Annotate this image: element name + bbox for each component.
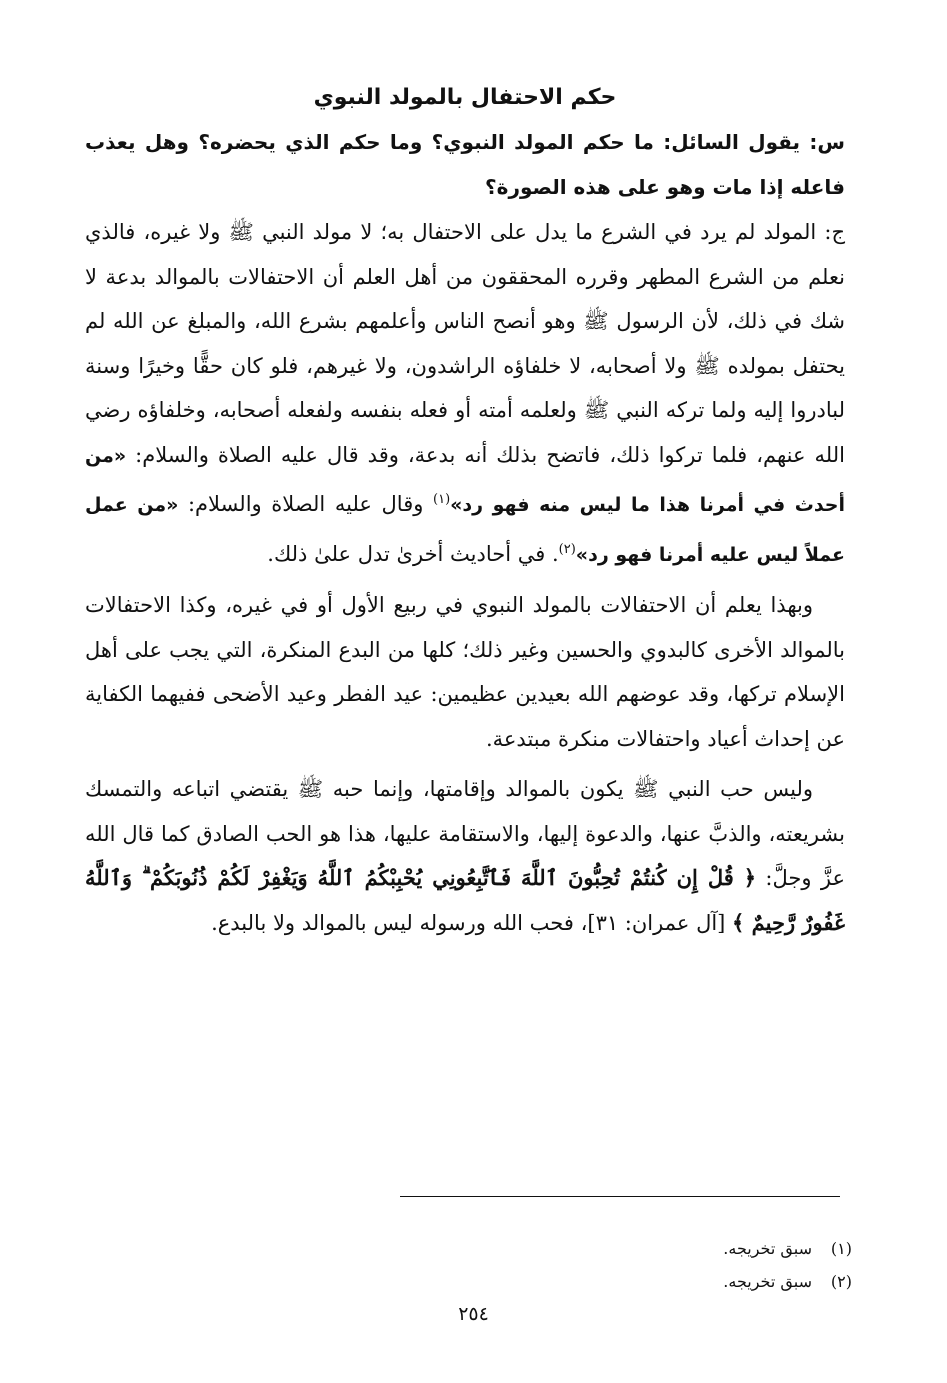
footnote-2 — [352, 1265, 852, 1298]
footnote-ref-2: (٢) — [558, 541, 576, 557]
footnote-ref-1: (١) — [433, 492, 451, 507]
footnote-1 — [352, 1232, 852, 1265]
answer-text-3: . في أحاديث أخرىٰ تدل علىٰ ذلك. — [267, 541, 559, 566]
footnote-divider — [400, 1196, 840, 1197]
quran-verse: ﴿ قُلْ إِن كُنتُمْ تُحِبُّونَ ٱللَّهَ فَٱتَّبِعُونِي يُحْبِبْكُمُ ٱللَّهُ وَيَغْفِرْ لَكُمْ ذُنُوبَكُمْ ۗ وَٱللَّهُ غَفُورٌ رَّحِيمٌ ﴾ — [85, 865, 845, 935]
paragraph-2: وبهذا يعلم أن الاحتفالات بالمولد النبوي في ربيع الأول أو في غيره، وكذا الاحتفالات بالموالد الأخرى كالبدوي والحسين وغير ذلك؛ كلها من البدع المنكرة، التي يجب على أهل الإسلام تركها، وقد عوضهم الله بعيدين عظيمين: عيد الفطر وعيد الأضحى ففيهما الكفاية عن إحداث أعياد واحتفالات منكرة مبتدعة. — [85, 593, 845, 751]
hadith-2: «من عمل عملاً ليس عليه أمرنا فهو رد» — [85, 494, 845, 566]
verse-reference: [آل عمران: ٣١] — [587, 910, 733, 935]
question: س: يقول السائل: ما حكم المولد النبوي؟ وما حكم الذي يحضره؟ وهل يعذب فاعله إذا مات وهو على هذه الصورة؟ — [85, 130, 845, 199]
answer-paragraph — [85, 210, 845, 577]
page-body — [85, 78, 845, 945]
footnotes — [352, 1232, 852, 1298]
answer-text-2: وقال عليه الصلاة والسلام: — [178, 492, 433, 516]
footnote-text: سبق تخريجه. — [723, 1239, 812, 1258]
footnote-number: (١) — [830, 1239, 852, 1258]
paragraph-3-text-2: ، فحب الله ورسوله ليس بالموالد ولا بالبدع. — [211, 910, 588, 935]
page-title: حكم الاحتفال بالمولد النبوي — [313, 85, 617, 110]
page-number: ٢٥٤ — [458, 1303, 489, 1325]
paragraph-3 — [85, 767, 845, 945]
answer-text-1: ج: المولد لم يرد في الشرع ما يدل على الاحتفال به؛ لا مولد النبي ﷺ ولا غيره، فالذي نعلم من الشرع المطهر وقرره المحققون من أهل العلم أن الاحتفالات بالموالد بدعة لا شك في ذلك، لأن الرسول ﷺ وهو أنصح الناس وأعلمهم بشرع الله، والمبلغ عن الله لم يحتفل بمولده ﷺ ولا أصحابه، لا خلفاؤه الراشدون، ولا غيرهم، فلو كان حقًّا وخيرًا وسنة لبادروا إليه ولما تركه النبي ﷺ ولعلمه أمته أو فعله بنفسه ولفعله أصحابه، وخلفاؤه رضي الله عنهم، فلما تركوا ذلك، فاتضح بذلك أنه بدعة، وقد قال عليه الصلاة والسلام: — [85, 220, 845, 467]
footnote-text: سبق تخريجه. — [723, 1272, 812, 1291]
paragraph-3-text-1: وليس حب النبي ﷺ يكون بالموالد وإقامتها، وإنما حبه ﷺ يقتضي اتباعه والتمسك بشريعته، والذبَّ عنها، والدعوة إليها، والاستقامة عليها، هذا هو الحب الصادق كما قال الله عزَّ وجلَّ: — [85, 777, 845, 890]
footnote-number: (٢) — [830, 1272, 852, 1291]
hadith-1: «من أحدث في أمرنا هذا ما ليس منه فهو رد» — [85, 444, 845, 516]
